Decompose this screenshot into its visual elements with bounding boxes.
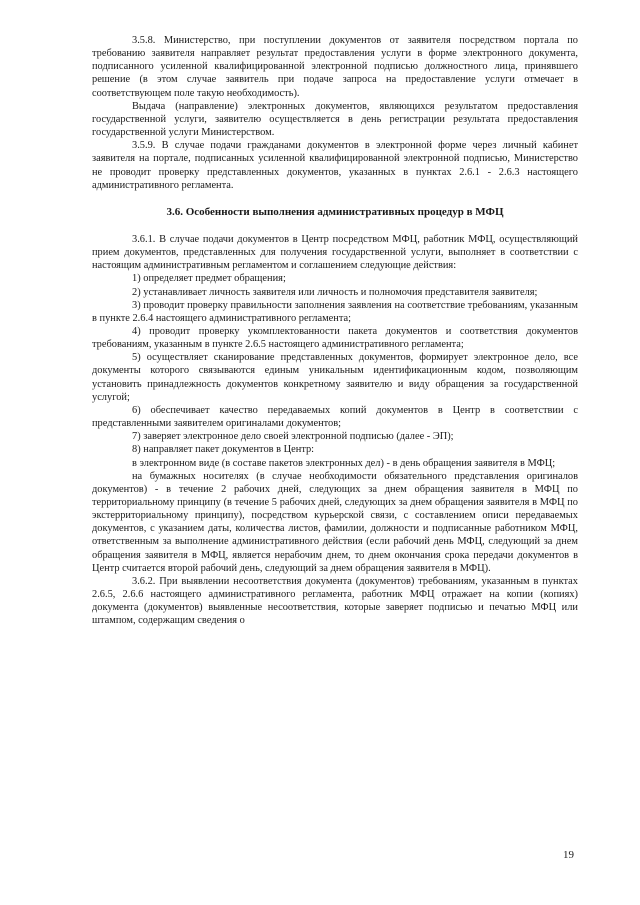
paragraph-issuance: Выдача (направление) электронных документов, являющихся результатом предоставления государственной услуги, заявителю осуществляется в день регистрации результата предоставления государственной услуги Министерством. <box>92 100 578 139</box>
page-number: 19 <box>563 849 574 861</box>
page-body <box>92 34 578 628</box>
list-item-6: 6) обеспечивает качество передаваемых копий документов в Центр в соответствии с представленными заявителем оригиналами документов; <box>92 404 578 430</box>
paragraph-3-5-9: 3.5.9. В случае подачи гражданами документов в электронной форме через личный кабинет заявителя на портале, подписанных усиленной квалифицированной электронной подписью, Министерство не проводит проверку представленных документов, указанных в пунктах 2.6.1 - 2.6.3 настоящего административного регламента. <box>92 140 578 191</box>
list-item-2: 2) устанавливает личность заявителя или личность и полномочия представителя заявителя; <box>132 286 538 298</box>
electronic-delivery-paragraph: в электронном виде (в составе пакетов электронных дел) - в день обращения заявителя в МФЦ; <box>132 457 556 469</box>
list-item-8: 8) направляет пакет документов в Центр: <box>132 444 315 456</box>
paper-delivery-paragraph: на бумажных носителях (в случае необходимости обязательного представления оригиналов документов) - в течение 2 рабочих дней, следующих за днем обращения заявителя в МФЦ по территориальному принципу (в течение 5 рабочих дней, следующих за днем обращения заявителя в МФЦ по экстерриториальному принципу), посредством курьерской связи, с составлением описи передаваемых документов, с указанием даты, количества листов, фамилии, должности и подписанные работником МФЦ, ответственным за выполнение административного действия (если рабочий день МФЦ, следующий за днем обращения заявителя в МФЦ, является нерабочим днем, то днем окончания срока передачи документов в Центр считается второй рабочий день, следующий за днем обращения заявителя в МФЦ). <box>92 470 578 574</box>
section-heading: 3.6. Особенности выполнения административных процедур в МФЦ <box>166 205 504 218</box>
list-item-7: 7) заверяет электронное дело своей электронной подписью (далее - ЭП); <box>132 431 454 443</box>
list-item-3: 3) проводит проверку правильности заполнения заявления на соответствие требованиям, указанным в пункте 2.6.4 настоящего административного регламента; <box>92 299 578 324</box>
paragraph-3-6-1: 3.6.1. В случае подачи документов в Центр посредством МФЦ, работник МФЦ, осуществляющий прием документов, представленных для получения государственной услуги, выполняет в соответствии с настоящим административным регламентом и соглашением следующие действия: <box>92 233 578 272</box>
list-item-1: 1) определяет предмет обращения; <box>132 273 286 285</box>
paragraph-3-5-8: 3.5.8. Министерство, при поступлении документов от заявителя посредством портала по требованию заявителя направляет результат предоставления услуги в форме электронного документа, подписанного усиленной квалифицированной электронной подписью должностного лица, принявшего решение (в этом случае заявитель при подаче запроса на предоставление услуги отмечает в соответствующем поле такую необходимость). <box>92 35 578 99</box>
list-item-4: 4) проводит проверку укомплектованности пакета документов и соответствия документов требованиям, указанным в пункте 2.6.5 настоящего административного регламента; <box>92 325 578 351</box>
paragraph-3-6-2: 3.6.2. При выявлении несоответствия документа (документов) требованиям, указанным в пунктах 2.6.5, 2.6.6 настоящего административного регламента, работник МФЦ отражает на копии (копиях) документа (документов) выявленные несоответствия, которые заверяет подписью и печатью МФЦ или штампом, содержащим сведения о <box>92 575 578 627</box>
list-item-5: 5) осуществляет сканирование представленных документов, формирует электронное дело, все документы которого связываются единым уникальным идентификационным кодом, позволяющим установить принадлежность документов конкретному заявителю и виду обращения за государственной услугой; <box>92 352 578 403</box>
